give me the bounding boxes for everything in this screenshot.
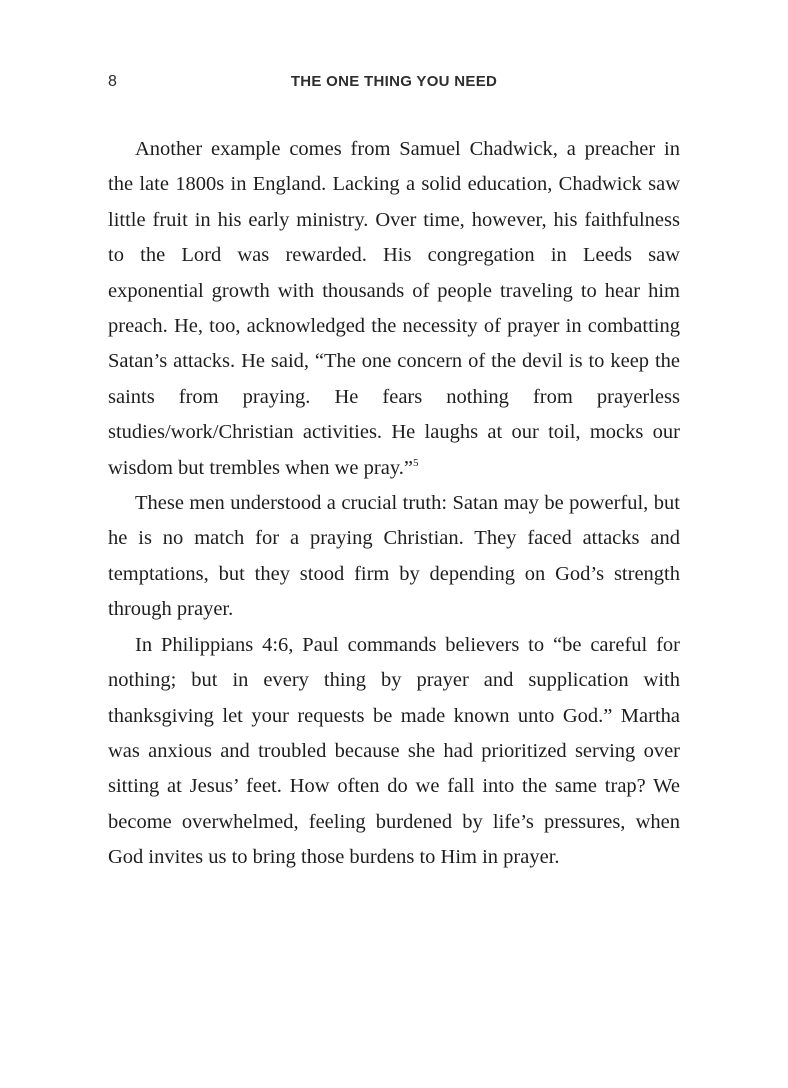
book-title: THE ONE THING YOU NEED [290,73,498,90]
paragraph-chadwick [108,132,680,486]
paragraph-text: These men understood a crucial truth: Satan may be powerful, but he is no match for a praying Christian. They faced attacks and temptations, but they stood firm by depending on God’s strength through prayer. [108,492,680,621]
paragraph-philippians [108,628,680,876]
body-text [108,132,680,876]
page-number: 8 [108,73,117,90]
paragraph-text: In Philippians 4:6, Paul commands believers to “be careful for nothing; but in every thing by prayer and supplication with thanksgiving let your requests be made known unto God.” Martha was anxious and troubled because she had prioritized serving over sitting at Jesus’ feet. How often do we fall into the same trap? We become overwhelmed, feeling burdened by life’s pressures, when God invites us to bring those burdens to Him in prayer. [108,633,680,869]
running-header [108,72,680,94]
paragraph-text: Another example comes from Samuel Chadwick, a preacher in the late 1800s in England. Lacking a solid education, Chadwick saw little fruit in his early ministry. Over time, however, his faithfulness to the Lord was rewarded. His congregation in Leeds saw exponential growth with thousands of people traveling to hear him preach. He, too, acknowledged the necessity of prayer in combatting Satan’s attacks. He said, “The one concern of the devil is to keep the saints from praying. He fears nothing from prayerless studies/work/Christian activities. He laughs at our toil, mocks our wisdom but trembles when we pray.” [108,138,680,479]
paragraph-crucial-truth [108,486,680,628]
footnote-reference[interactable]: 5 [412,456,419,469]
